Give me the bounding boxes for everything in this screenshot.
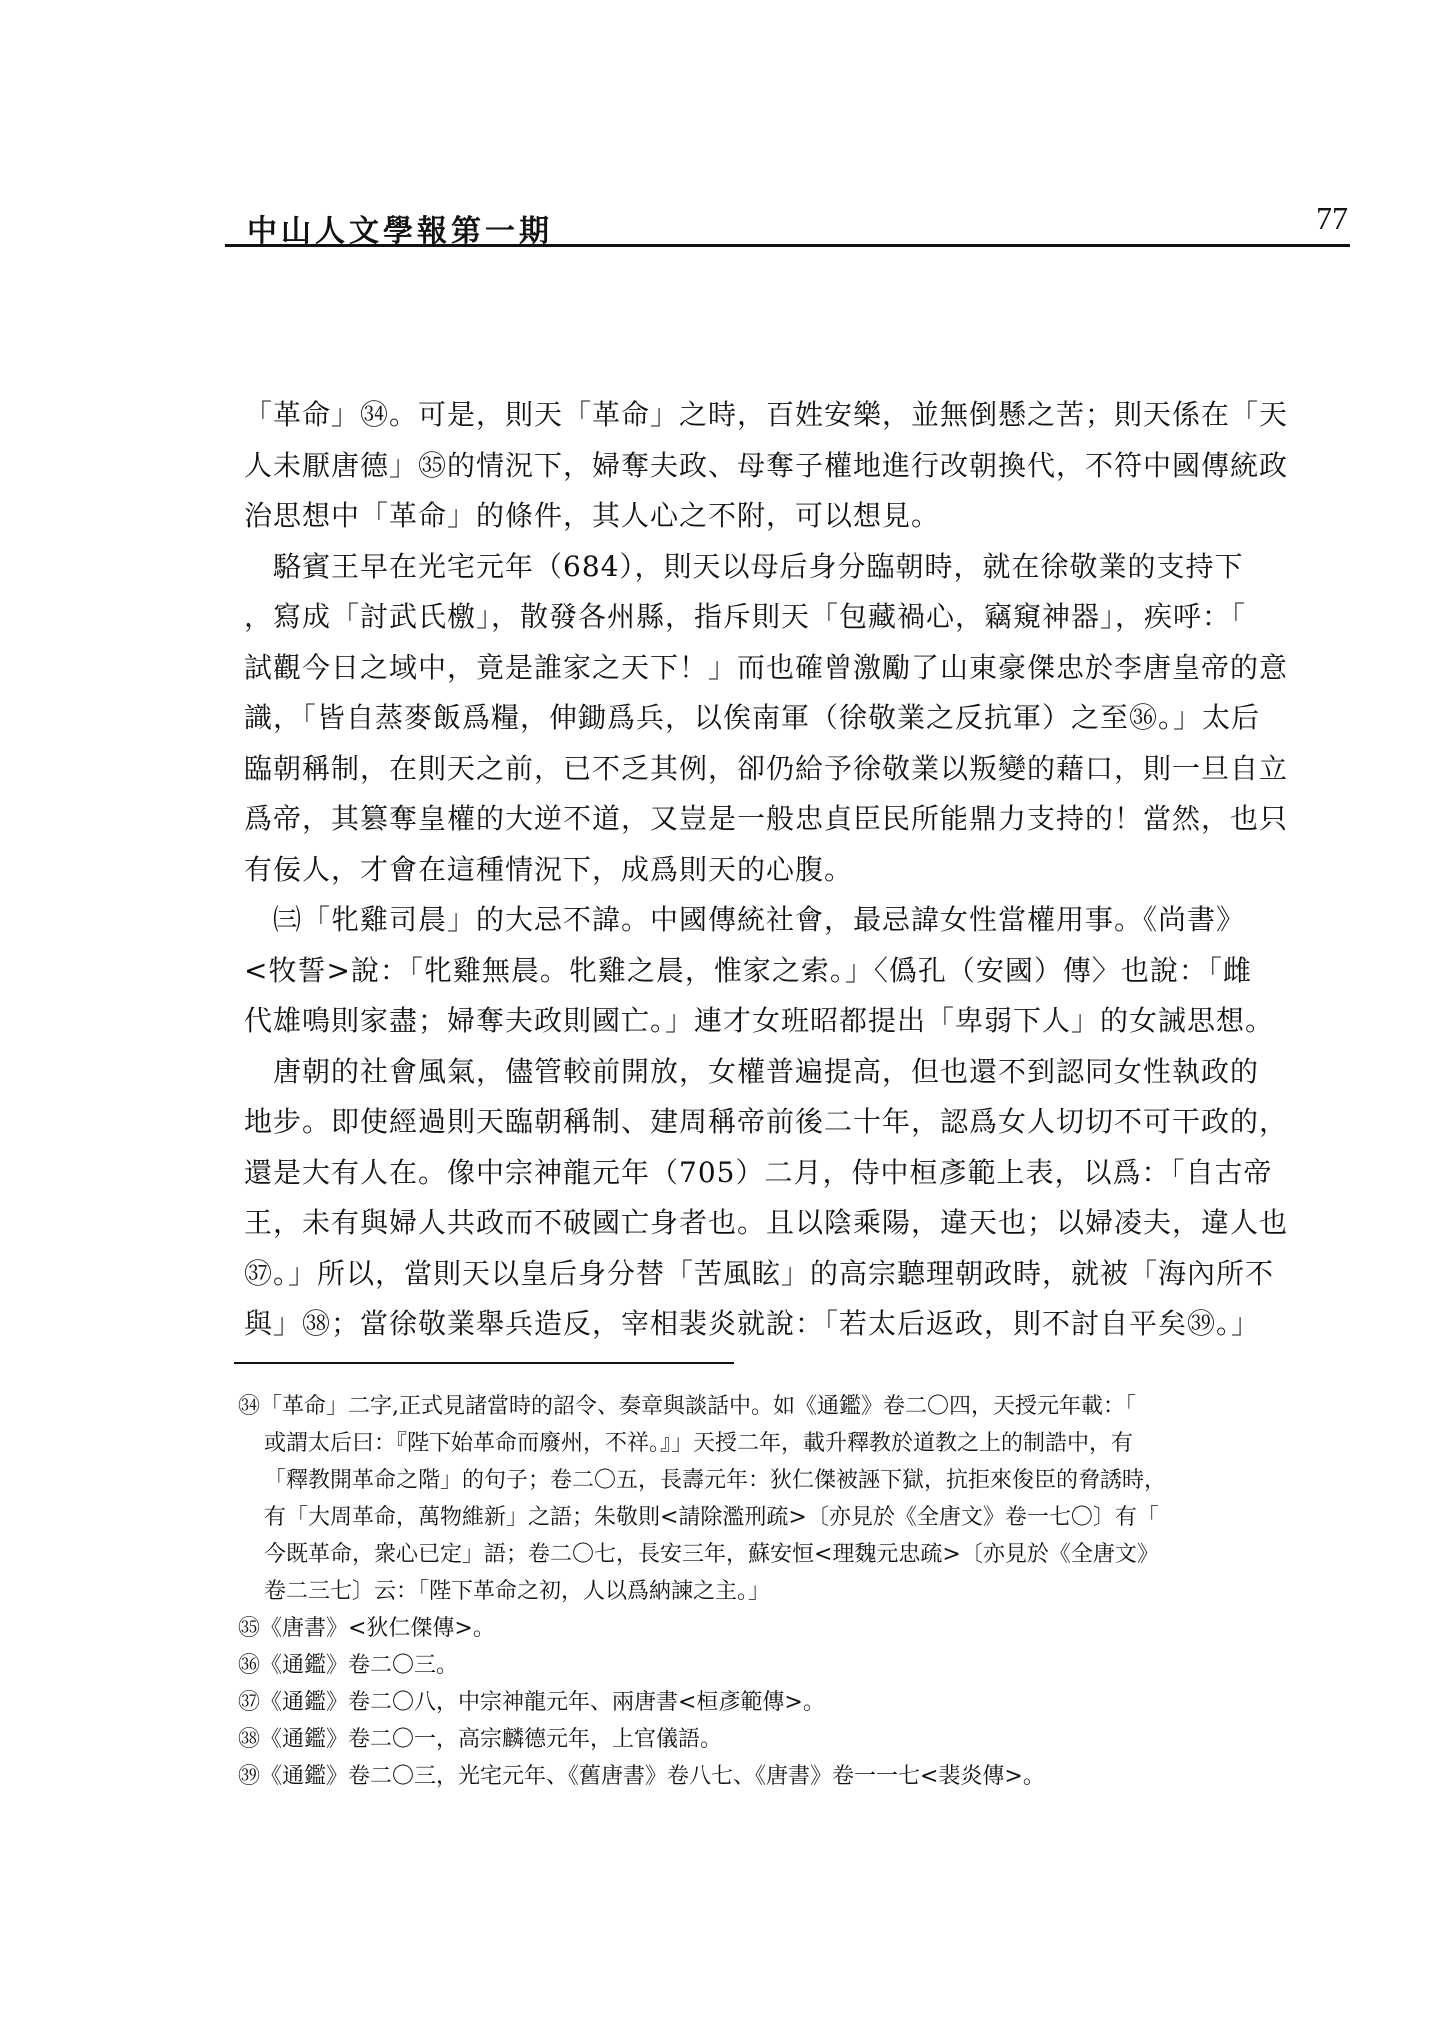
running-header [225, 200, 1350, 247]
body-line: 駱賓王早在光宅元年（684），則天以母后身分臨朝時，就在徐敬業的支持下 [244, 549, 1244, 583]
body-line: 治思想中「革命」的條件，其人心之不附，可以想見。 [244, 499, 941, 532]
footnote-34: ㉞「革命」二字,正式見諸當時的詔令、奏章與談話中。如《通鑑》卷二〇四，天授元年載：「 [238, 1394, 1136, 1419]
journal-title: 中山人文學報第一期 [247, 214, 553, 249]
body-line: 地步。即使經過則天臨朝稱制、建周稱帝前後二十年，認爲女人切切不可干政的， [244, 1105, 1289, 1138]
footnote-line: 有「大周革命，萬物維新」之語；朱敬則<請除濫刑疏>〔亦見於《全唐文》卷一七〇〕有「 [264, 1505, 1159, 1530]
footnote-line: 今既革命，衆心已定」語；卷二〇七，長安三年，蘇安恒<理魏元忠疏>〔亦見於《全唐文》 [264, 1542, 1159, 1567]
body-line: 爲帝，其篡奪皇權的大逆不道，又豈是一般忠貞臣民所能鼎力支持的！當然，也只 [244, 802, 1289, 835]
body-line: ㈢「牝雞司晨」的大忌不諱。中國傳統社會，最忌諱女性當權用事。《尚書》 [244, 903, 1246, 936]
footnote-38: ㊳《通鑑》卷二〇一，高宗麟德元年，上官儀語。 [238, 1727, 723, 1752]
body-line: 王，未有與婦人共政而不破國亡身者也。且以陰乘陽，違天也；以婦凌夫，違人也 [244, 1206, 1289, 1239]
body-line: 與」㊳；當徐敬業舉兵造反，宰相裴炎就說：「若太后返政，則不討自平矣㊴。」 [244, 1307, 1261, 1340]
footnote-line: 卷二三七〕云：「陛下革命之初，人以爲納諫之主。」 [264, 1579, 771, 1604]
body-line: 試觀今日之域中，竟是誰家之天下！」而也確曾激勵了山東豪傑忠於李唐皇帝的意 [244, 650, 1289, 684]
footnote-line: 「釋教開革命之階」的句子；卷二〇五，長壽元年：狄仁傑被誣下獄，抗拒來俊臣的脅誘時， [264, 1468, 1167, 1493]
body-line: ㊲。」所以，當則天以皇后身分替「苦風眩」的高宗聽理朝政時，就被「海內所不 [244, 1256, 1275, 1290]
body-line: 代雄鳴則家盡；婦奪夫政則國亡。」連才女班昭都提出「卑弱下人」的女誡思想。 [244, 1004, 1275, 1037]
footnote-39: ㊴《通鑑》卷二〇三，光宅元年、《舊唐書》卷八七、《唐書》卷一一七<裴炎傳>。 [238, 1764, 1045, 1789]
body-line: 人未厭唐德」㉟的情況下，婦奪夫政、母奪子權地進行改朝換代，不符中國傳統政 [244, 448, 1289, 482]
body-line: 還是大有人在。像中宗神龍元年（705）二月，侍中桓彥範上表，以爲：「自古帝 [244, 1155, 1273, 1189]
body-line: 唐朝的社會風氣，儘管較前開放，女權普遍提高，但也還不到認同女性執政的 [244, 1054, 1260, 1088]
body-line: ，寫成「討武氏檄」，散發各州縣，指斥則天「包藏禍心，竊窺神器」，疾呼：「 [244, 600, 1247, 633]
footnote-37: ㊲《通鑑》卷二〇八，中宗神龍元年、兩唐書<桓彥範傳>。 [238, 1690, 825, 1715]
body-line: 識，「皆自蒸麥飯爲糧，伸鋤爲兵，以俟南軍（徐敬業之反抗軍）之至㊱。」太后 [244, 701, 1261, 734]
footnote-35: ㉟《唐書》<狄仁傑傳>。 [238, 1616, 495, 1641]
page-number: 77 [1316, 200, 1348, 236]
body-line: 有佞人，才會在這種情況下，成爲則天的心腹。 [244, 852, 854, 886]
body-line: 臨朝稱制，在則天之前，已不乏其例，卻仍給予徐敬業以叛變的藉口，則一旦自立 [244, 751, 1289, 785]
footnotes [238, 1388, 1348, 1795]
footnote-separator [234, 1362, 734, 1364]
footnote-36: ㊱《通鑑》卷二〇三。 [238, 1653, 459, 1678]
body-line: 「革命」㉞。可是，則天「革命」之時，百姓安樂，並無倒懸之苦；則天係在「天 [244, 398, 1289, 431]
footnote-line: 或謂太后曰：『陛下始革命而廢州，不祥。』」天授二年，載升釋教於道教之上的制誥中，有 [264, 1431, 1134, 1456]
body-line: <牧誓>說：「牝雞無晨。牝雞之晨，惟家之索。」〈僞孔（安國）傳〉也說：「雌 [244, 953, 1252, 987]
body-text [244, 390, 1304, 1350]
